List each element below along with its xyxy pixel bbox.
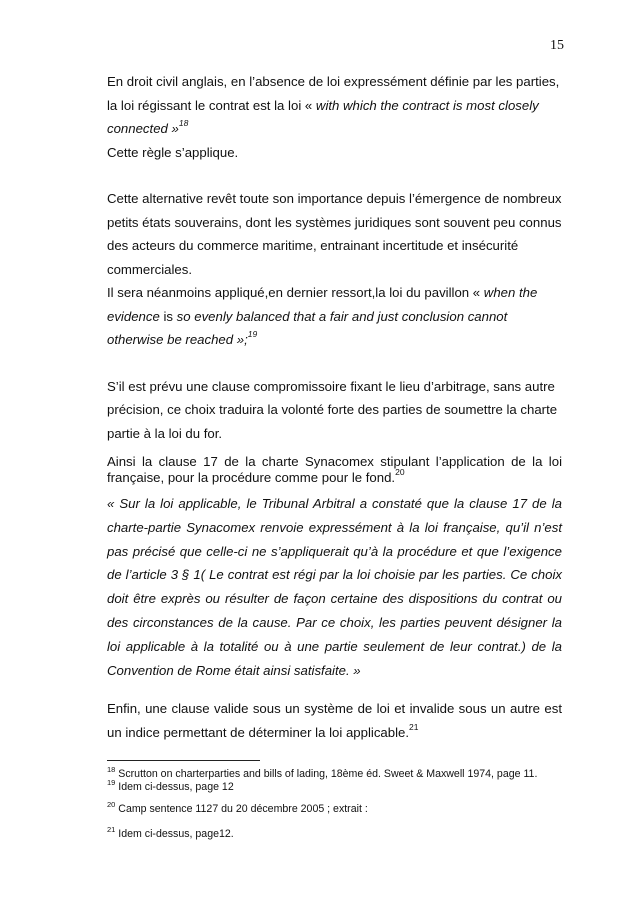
p4-mid: is xyxy=(159,308,177,324)
footnote-ref-20: 20 xyxy=(395,467,405,477)
footnote-19 xyxy=(107,780,577,794)
p1-text: En droit civil anglais, en l’absence de loi expressément définie par les parties, la loi régissant le contrat est la loi « xyxy=(107,74,560,113)
footnote-ref-21: 21 xyxy=(409,721,419,732)
footnote-20 xyxy=(107,802,577,816)
footnote-21 xyxy=(107,827,577,841)
page-body xyxy=(107,70,562,744)
p4-quote-2: so evenly balanced that a fair and just conclusion cannot otherwise be reached xyxy=(107,308,508,347)
footnote-number: 18 xyxy=(107,765,116,774)
page-number: 15 xyxy=(550,38,564,53)
footnote-separator xyxy=(107,760,260,761)
footnote-text: Idem ci-dessus, page 12 xyxy=(115,781,234,793)
p4-text: Il sera néanmoins appliqué,en dernier ressort,la loi du pavillon « xyxy=(107,285,484,300)
footnote-number: 21 xyxy=(107,825,116,834)
footnote-ref-19: 19 xyxy=(247,329,258,339)
footnote-text: Idem ci-dessus, page12. xyxy=(115,828,234,840)
p4-close: »; xyxy=(233,332,248,347)
paragraph-synacomex xyxy=(107,454,562,486)
paragraph-arbitral-quote: « Sur la loi applicable, le Tribunal Arbitral a constaté que la clause 17 de la charte-partie Synacomex renvoie expressément à la loi française, qu’il n’est pas précisé que celle-ci ne s’appliquerait qu’à la procédure et que l’exigence de l’article 3 § 1( Le contrat est régi par la loi choisie par les parties. Ce choix doit être exprès ou résulter de façon certaine des dispositions du contrat ou des circonstances de la cause. Par ce choix, les parties peuvent désigner la loi applicable à la totalité ou à une partie seulement de leur contrat.) de la Convention de Rome était ainsi satisfaite. » xyxy=(107,496,562,678)
footnote-ref-18: 18 xyxy=(178,118,189,128)
p1-close: » xyxy=(167,121,179,136)
footnote-number: 20 xyxy=(107,800,116,809)
paragraph-alternative: Cette alternative revêt toute son importance depuis l’émergence de nombreux petits états souverains, dont les systèmes juridiques sont souvent peu connus des acteurs du commerce maritime, entrainant incertitude et insécurité commerciales. xyxy=(107,191,562,277)
paragraph-flag-law xyxy=(107,281,562,352)
paragraph-valid-clause xyxy=(107,697,562,744)
p8-text: Enfin, une clause valide sous un système de loi et invalide sous un autre est un indice permettant de déterminer la loi applicable. xyxy=(107,701,562,740)
paragraph-arbitration-clause: S’il est prévu une clause compromissoire fixant le lieu d’arbitrage, sans autre précision, ce choix traduira la volonté forte des parties de soumettre la charte partie à la loi du for. xyxy=(107,378,558,441)
paragraph-rule-applies: Cette règle s’applique. xyxy=(107,144,239,160)
footnote-text: Camp sentence 1127 du 20 décembre 2005 ; extrait : xyxy=(115,803,368,815)
footnote-number: 19 xyxy=(107,778,116,787)
p1-quote: with which the contract is most closely connected xyxy=(107,97,539,136)
paragraph-english-civil-law xyxy=(107,70,562,141)
p6-text: Ainsi la clause 17 de la charte Synacomex stipulant l’application de la loi française, pour la procédure comme pour le fond. xyxy=(107,454,562,485)
footnote-text: Scrutton on charterparties and bills of lading, 18ème éd. Sweet & Maxwell 1974, page 11. xyxy=(115,768,538,780)
p4-quote-1: when the evidence xyxy=(107,285,538,324)
footnote-18 xyxy=(107,767,577,781)
